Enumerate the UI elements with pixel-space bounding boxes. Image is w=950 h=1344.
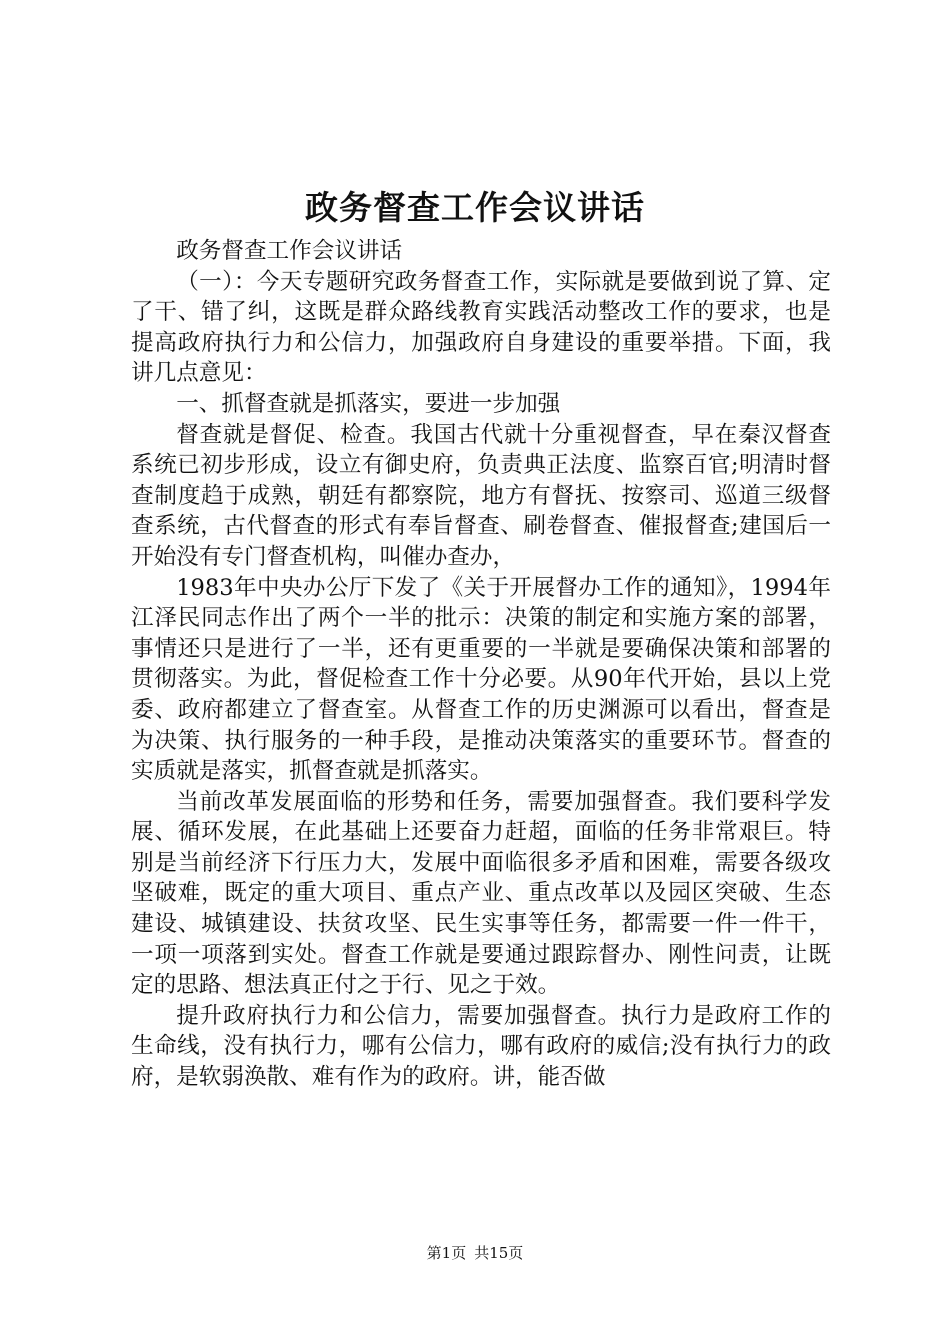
page-total: 共15页 [474,1244,524,1262]
section-heading-1: 一、抓督查就是抓落实，要进一步加强 [176,390,561,417]
paragraph-history: 督查就是督促、检查。我国古代就十分重视督查，早在秦汉督查系统已初步形成，设立有御史府，负责典正法度、监察百官;明清时督查制度趋于成熟，朝廷有都察院，地方有督抚、按察司、巡道三级督查系统，古代督查的形式有奉旨督查、刷卷督查、催报督查;建国后一开始没有专门督查机构，叫催办查办， [131,421,831,570]
paragraph-intro: （一）：今天专题研究政务督查工作，实际就是要做到说了算、定了干、错了纠，这既是群众路线教育实践活动整改工作的要求，也是提高政府执行力和公信力，加强政府自身建设的重要举措。下面，我讲几点意见： [131,268,831,387]
page-footer [0,1242,950,1264]
document-body [131,236,831,1093]
paragraph-execution: 提升政府执行力和公信力，需要加强督查。执行力是政府工作的生命线，没有执行力，哪有公信力，哪有政府的威信;没有执行力的政府，是软弱涣散、难有作为的政府。讲，能否做 [131,1002,831,1091]
page-number: 第1页 [426,1244,467,1262]
paragraph-1983: 1983年中央办公厅下发了《关于开展督办工作的通知》，1994年江泽民同志作出了两个一半的批示：决策的制定和实施方案的部署，事情还只是进行了一半，还有更重要的一半就是要确保决策和部署的贯彻落实。为此，督促检查工作十分必要。从90年代开始，县以上党委、政府都建立了督查室。从督查工作的历史渊源可以看出，督查是为决策、执行服务的一种手段，是推动决策落实的重要环节。督查的实质就是落实，抓督查就是抓落实。 [131,574,831,785]
document-title: 政务督查工作会议讲话 [305,188,645,227]
paragraph-reform: 当前改革发展面临的形势和任务，需要加强督查。我们要科学发展、循环发展，在此基础上还要奋力赶超，面临的任务非常艰巨。特别是当前经济下行压力大，发展中面临很多矛盾和困难，需要各级攻坚破难，既定的重大项目、重点产业、重点改革以及园区突破、生态建设、城镇建设、扶贫攻坚、民生实事等任务，都需要一件一件干，一项一项落到实处。督查工作就是要通过跟踪督办、刚性问责，让既定的思路、想法真正付之于行、见之于效。 [131,788,831,999]
paragraph-subtitle: 政务督查工作会议讲话 [176,238,403,264]
